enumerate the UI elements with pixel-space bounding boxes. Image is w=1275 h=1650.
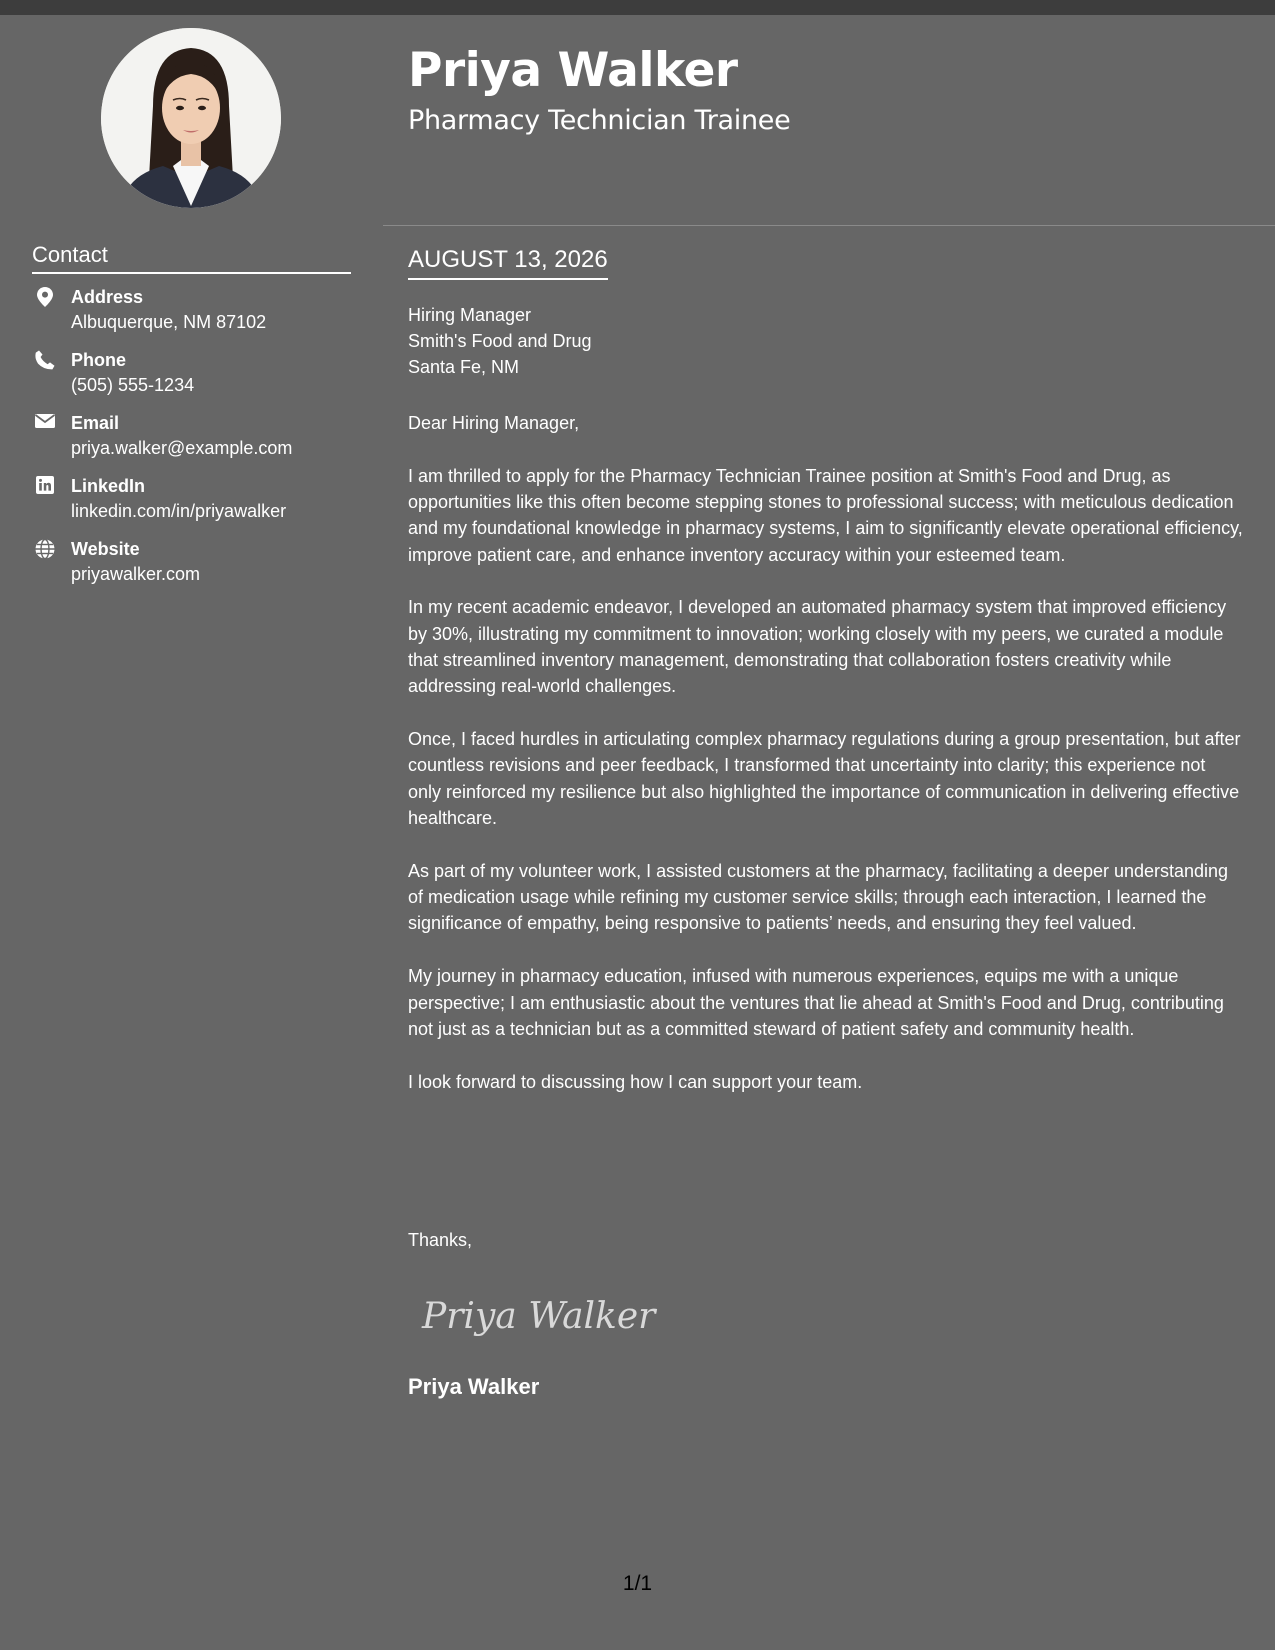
- recipient-line: Hiring Manager: [408, 305, 532, 325]
- globe-icon: [32, 539, 58, 561]
- contact-item-phone: [32, 348, 362, 411]
- salutation: Dear Hiring Manager,: [408, 413, 580, 433]
- contact-label: Email: [71, 413, 120, 433]
- letter-date: AUGUST 13, 2026: [408, 244, 608, 280]
- contact-value: linkedin.com/in/priyawalker: [71, 501, 287, 521]
- recipient-block: [408, 302, 592, 380]
- recipient-line: Smith's Food and Drug: [408, 331, 592, 351]
- contact-label: LinkedIn: [71, 476, 146, 496]
- contact-item-website: [32, 537, 362, 600]
- contact-item-address: [32, 285, 362, 348]
- location-pin-icon: [32, 287, 58, 309]
- letter-body: [408, 410, 1243, 1121]
- contact-value: priyawalker.com: [71, 564, 201, 584]
- contact-list: [32, 285, 362, 600]
- signer-name: Priya Walker: [408, 1374, 540, 1399]
- envelope-icon: [32, 413, 58, 435]
- top-bar: [0, 0, 1275, 15]
- header-divider: [383, 225, 1275, 226]
- contact-value: (505) 555-1234: [71, 375, 195, 395]
- body-paragraph: As part of my volunteer work, I assisted customers at the pharmacy, facilitating a deeper understanding of medication usage while refining my customer service skills; through each interaction, I learned the significance of empathy, being responsive to patients’ needs, and ensuring they feel valued.: [408, 860, 1229, 934]
- closing: Thanks,: [408, 1230, 473, 1250]
- recipient-line: Santa Fe, NM: [408, 357, 520, 377]
- phone-icon: [32, 350, 58, 372]
- body-paragraph: I look forward to discussing how I can support your team.: [408, 1071, 863, 1092]
- contact-label: Address: [71, 287, 144, 307]
- applicant-name: Priya Walker: [408, 43, 738, 98]
- contact-heading: Contact: [32, 240, 351, 274]
- page-number: 1/1: [622, 1572, 653, 1595]
- handwritten-signature: [418, 1282, 658, 1357]
- linkedin-icon: [32, 476, 58, 498]
- applicant-title: Pharmacy Technician Trainee: [408, 105, 791, 136]
- contact-item-linkedin: [32, 474, 362, 537]
- contact-value: priya.walker@example.com: [71, 438, 293, 458]
- body-paragraph: My journey in pharmacy education, infused with numerous experiences, equips me with a unique perspective; I am enthusiastic about the ventures that lie ahead at Smith's Food and Drug, contributing not just as a technician but as a committed steward of patient safety and community health.: [408, 966, 1224, 1039]
- contact-item-email: [32, 411, 362, 474]
- signature-text: Priya Walker: [422, 1296, 656, 1337]
- body-paragraph: In my recent academic endeavor, I developed an automated pharmacy system that improved efficiency by 30%, illustrating my commitment to innovation; working closely with my peers, we curated a module that streamlined inventory management, demonstrating that collaboration fosters creativity while addressing real-world challenges.: [408, 597, 1227, 697]
- contact-value: Albuquerque, NM 87102: [71, 312, 267, 332]
- body-paragraph: I am thrilled to apply for the Pharmacy Technician Trainee position at Smith's Food and Drug, as opportunities like this often become stepping stones to professional success; with meticulous dedication and my foundational knowledge in pharmacy systems, I aim to significantly elevate operational efficiency, improve patient care, and enhance inventory accuracy within your esteemed team.: [408, 465, 1243, 565]
- contact-label: Website: [71, 539, 140, 559]
- contact-label: Phone: [71, 350, 127, 370]
- body-paragraph: Once, I faced hurdles in articulating complex pharmacy regulations during a group presentation, but after countless revisions and peer feedback, I transformed that uncertainty into clarity; this experience not only reinforced my resilience but also highlighted the importance of communication in delivering effective healthcare.: [408, 729, 1241, 829]
- profile-photo: [101, 28, 281, 208]
